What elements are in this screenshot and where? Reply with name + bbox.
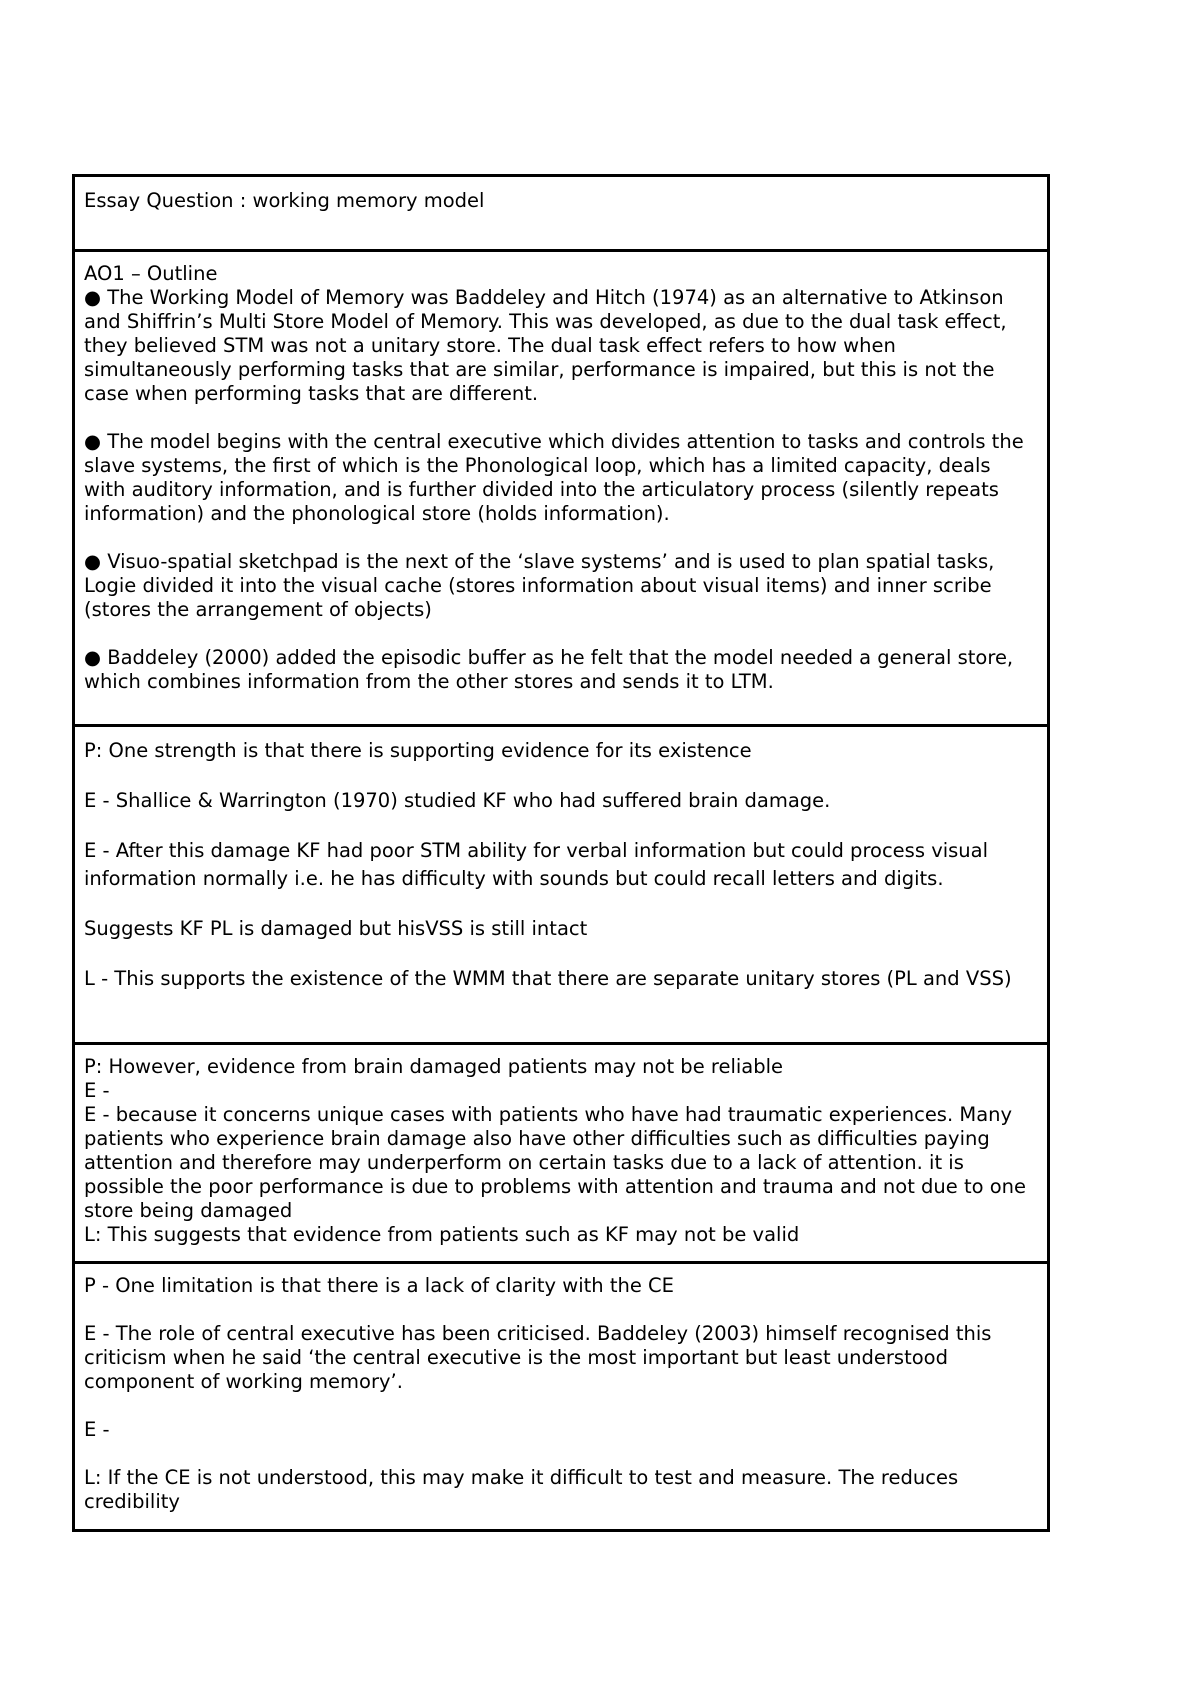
peel3-link: L: If the CE is not understood, this may make it difficult to test and measure. The reduces credibility [84,1466,965,1513]
peel3-evidence-1: E - The role of central executive has been criticised. Baddeley (2003) himself recognised this criticism when he said ‘the central executive is the most important but least understood component of working memory’. [84,1322,998,1393]
ao1-outline-cell [75,249,1047,724]
peel1-evidence-2: E - After this damage KF had poor STM ability for verbal information but could process visual information normally i.e. he has difficulty with sounds but could recall letters and digits. [84,839,995,890]
peel-strength-cell [75,724,1047,1042]
peel2-evidence-1: E - [84,1079,110,1102]
ao1-bullet-2: ● The model begins with the central executive which divides attention to tasks and controls the slave systems, the first of which is the Phonological loop, which has a limited capacity, deals with auditory information, and is further divided into the articulatory process (silently repeats information) and the phonological store (holds information). [84,430,1030,525]
peel1-point: P: One strength is that there is supporting evidence for its existence [84,739,752,762]
peel1-evidence-1: E - Shallice & Warrington (1970) studied KF who had suffered brain damage. [84,789,831,812]
ao1-bullet-4: ● Baddeley (2000) added the episodic buffer as he felt that the model needed a general store, which combines information from the other stores and sends it to LTM. [84,646,1020,693]
ao1-bullet-3: ● Visuo-spatial sketchpad is the next of the ‘slave systems’ and is used to plan spatial tasks, Logie divided it into the visual cache (stores information about visual items) and inner scribe (stores the arrangement of objects) [84,550,1001,621]
essay-table [72,174,1050,1532]
peel-reliability-cell [75,1042,1047,1261]
peel2-link: L: This suggests that evidence from patients such as KF may not be valid [84,1223,800,1246]
peel-limitation-cell [75,1261,1047,1529]
peel2-point: P: However, evidence from brain damaged patients may not be reliable [84,1055,784,1078]
peel1-link: L - This supports the existence of the WMM that there are separate unitary stores (PL and VSS) [84,967,1012,990]
peel3-point: P - One limitation is that there is a lack of clarity with the CE [84,1274,674,1297]
ao1-bullet-1: ● The Working Model of Memory was Baddeley and Hitch (1974) as an alternative to Atkinson and Shiffrin’s Multi Store Model of Memory. This was developed, as due to the dual task effect, they believed STM was not a unitary store. The dual task effect refers to how when simultaneously performing tasks that are similar, performance is impaired, but this is not the case when performing tasks that are different. [84,286,1013,405]
question-cell [75,177,1047,249]
essay-question: Essay Question : working memory model [84,189,485,212]
peel3-evidence-2: E - [84,1418,110,1441]
ao1-heading: AO1 – Outline [84,262,218,285]
peel1-suggests: Suggests KF PL is damaged but hisVSS is still intact [84,917,588,940]
peel2-evidence-2: E - because it concerns unique cases with patients who have had traumatic experiences. Many patients who experience brain damage also have other difficulties such as difficulties paying attention and therefore may underperform on certain tasks due to a lack of attention. it is possible the poor performance is due to problems with attention and trauma and not due to one store being damaged [84,1103,1033,1222]
